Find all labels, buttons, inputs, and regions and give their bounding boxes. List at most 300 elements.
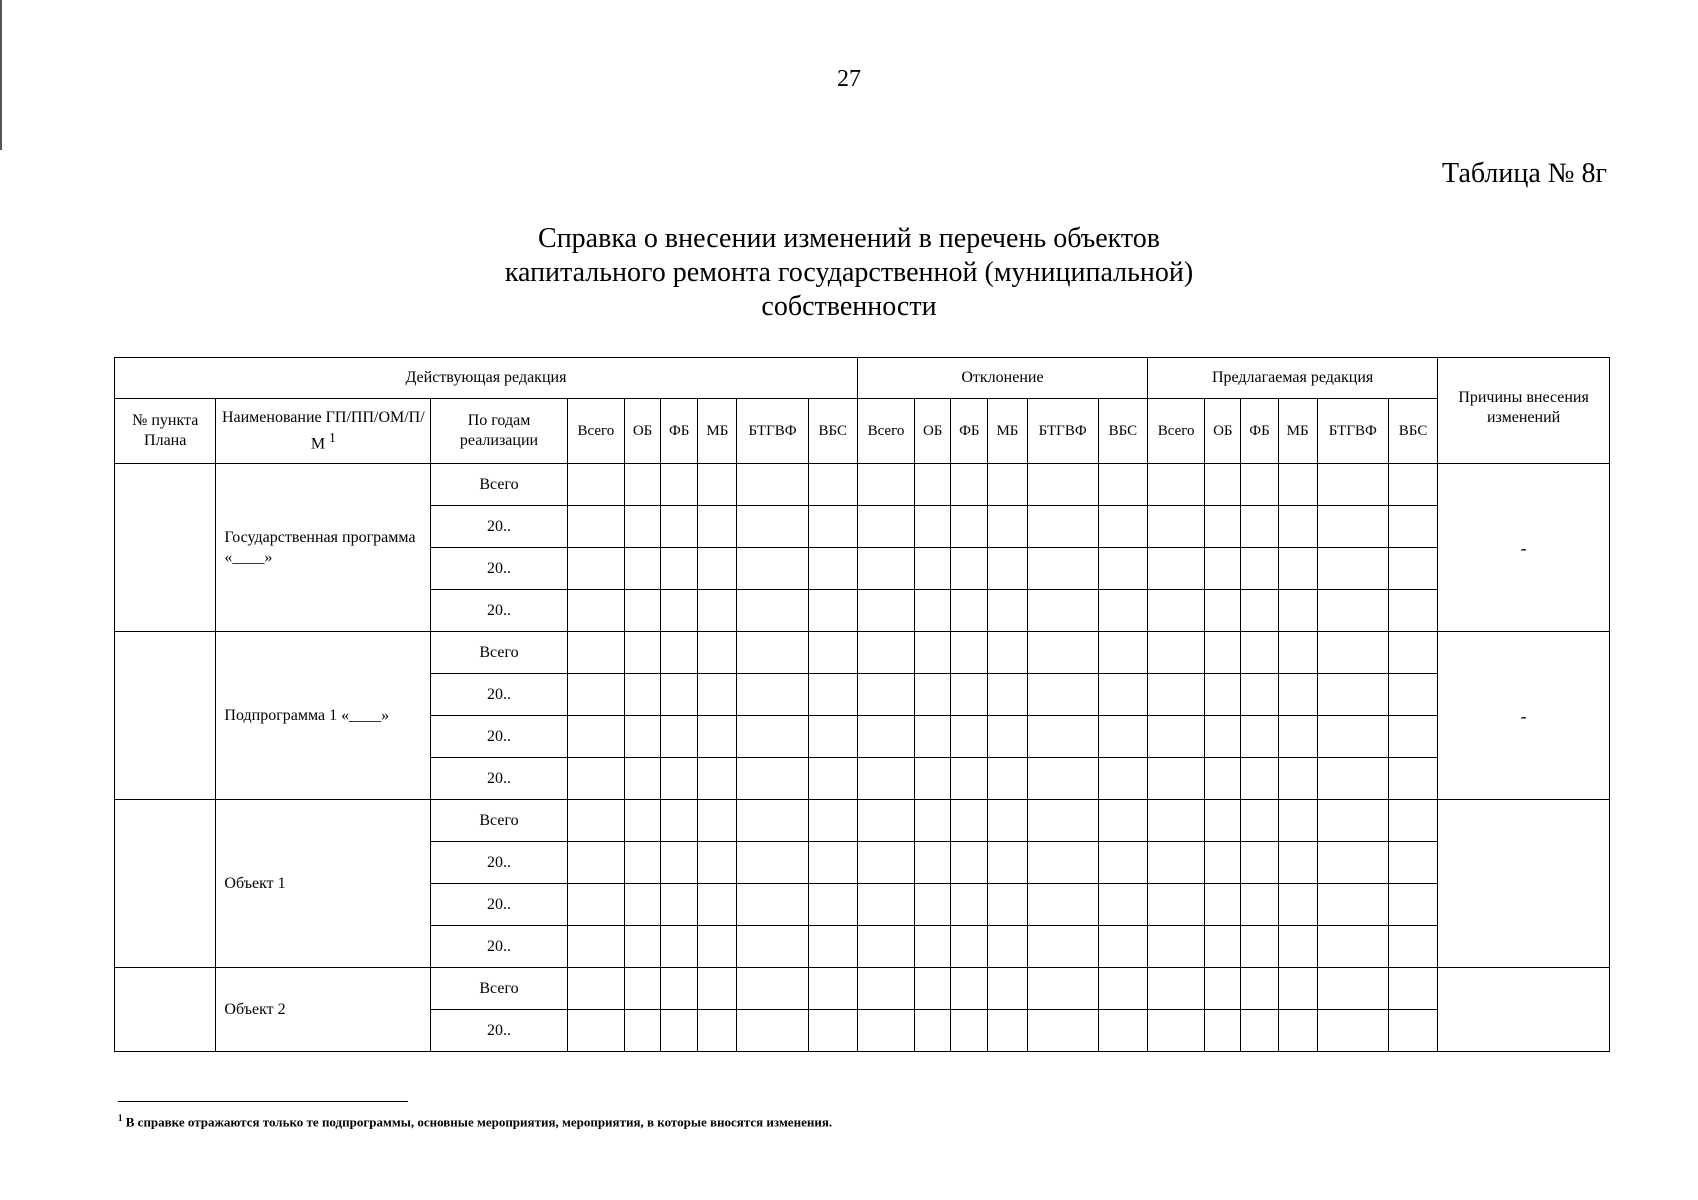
value-cell	[1388, 758, 1437, 800]
value-cell	[1388, 1010, 1437, 1052]
value-cell	[988, 590, 1027, 632]
value-cell	[1278, 674, 1317, 716]
value-cell	[698, 506, 737, 548]
value-cell	[951, 968, 988, 1010]
value-cell	[567, 842, 624, 884]
value-cell	[1241, 464, 1278, 506]
value-cell	[1205, 674, 1241, 716]
item-number-cell	[115, 800, 216, 968]
value-cell	[1205, 842, 1241, 884]
value-cell	[1278, 1010, 1317, 1052]
value-cell	[1205, 506, 1241, 548]
value-cell	[624, 506, 660, 548]
value-cell	[808, 968, 857, 1010]
value-cell	[1027, 464, 1098, 506]
value-cell	[624, 968, 660, 1010]
value-cell	[1241, 758, 1278, 800]
value-cell	[1278, 800, 1317, 842]
title-line-3: собственности	[761, 291, 937, 322]
value-cell	[857, 968, 914, 1010]
value-cell	[951, 548, 988, 590]
value-cell	[1148, 716, 1205, 758]
value-cell	[567, 758, 624, 800]
value-cell	[1098, 674, 1147, 716]
value-cell	[1317, 548, 1388, 590]
value-cell	[624, 590, 660, 632]
value-cell	[1148, 506, 1205, 548]
value-cell	[951, 842, 988, 884]
header-deviation-col-3: МБ	[988, 399, 1027, 464]
value-cell	[808, 590, 857, 632]
value-cell	[1241, 926, 1278, 968]
value-cell	[567, 926, 624, 968]
value-cell	[624, 548, 660, 590]
value-cell	[1278, 632, 1317, 674]
value-cell	[1148, 926, 1205, 968]
value-cell	[915, 716, 951, 758]
value-cell	[857, 800, 914, 842]
value-cell	[1148, 590, 1205, 632]
year-total-cell: Всего	[431, 632, 568, 674]
value-cell	[857, 464, 914, 506]
value-cell	[698, 632, 737, 674]
year-cell: 20..	[431, 716, 568, 758]
value-cell	[915, 884, 951, 926]
value-cell	[808, 842, 857, 884]
value-cell	[1205, 464, 1241, 506]
value-cell	[951, 464, 988, 506]
value-cell	[698, 548, 737, 590]
value-cell	[1148, 968, 1205, 1010]
value-cell	[1278, 842, 1317, 884]
value-cell	[624, 926, 660, 968]
value-cell	[915, 590, 951, 632]
footnote-separator	[118, 1101, 408, 1102]
value-cell	[1317, 800, 1388, 842]
year-total-cell: Всего	[431, 464, 568, 506]
value-cell	[857, 674, 914, 716]
value-cell	[1148, 884, 1205, 926]
footnote	[118, 1113, 832, 1130]
value-cell	[1317, 758, 1388, 800]
value-cell	[737, 800, 808, 842]
year-cell: 20..	[431, 1010, 568, 1052]
value-cell	[808, 884, 857, 926]
header-proposed-col-1: ОБ	[1205, 399, 1241, 464]
value-cell	[661, 800, 698, 842]
page-number: 27	[837, 66, 861, 92]
header-name	[216, 399, 431, 464]
value-cell	[661, 758, 698, 800]
value-cell	[624, 716, 660, 758]
value-cell	[1098, 464, 1147, 506]
value-cell	[737, 464, 808, 506]
value-cell	[567, 506, 624, 548]
title-line-2: капитального ремонта государственной (муниципальной)	[504, 257, 1194, 288]
table-label: Таблица № 8г	[1442, 158, 1607, 189]
value-cell	[808, 758, 857, 800]
value-cell	[624, 674, 660, 716]
value-cell	[624, 632, 660, 674]
value-cell	[661, 506, 698, 548]
value-cell	[661, 926, 698, 968]
value-cell	[1205, 716, 1241, 758]
value-cell	[698, 842, 737, 884]
value-cell	[1098, 632, 1147, 674]
header-name-text: Наименование ГП/ПП/ОМ/П/М	[221, 408, 425, 453]
year-cell: 20..	[431, 506, 568, 548]
value-cell	[1278, 506, 1317, 548]
value-cell	[1241, 632, 1278, 674]
value-cell	[698, 926, 737, 968]
value-cell	[567, 968, 624, 1010]
value-cell	[808, 926, 857, 968]
value-cell	[1278, 590, 1317, 632]
header-name-footnote-mark: 1	[329, 429, 336, 445]
value-cell	[1278, 716, 1317, 758]
value-cell	[661, 590, 698, 632]
value-cell	[915, 800, 951, 842]
value-cell	[661, 716, 698, 758]
value-cell	[1205, 926, 1241, 968]
value-cell	[1205, 632, 1241, 674]
value-cell	[1027, 1010, 1098, 1052]
header-current-col-0: Всего	[567, 399, 624, 464]
value-cell	[567, 590, 624, 632]
year-cell: 20..	[431, 884, 568, 926]
value-cell	[1098, 590, 1147, 632]
value-cell	[1205, 800, 1241, 842]
value-cell	[857, 884, 914, 926]
value-cell	[915, 926, 951, 968]
header-proposed-col-0: Всего	[1148, 399, 1205, 464]
value-cell	[1148, 674, 1205, 716]
footnote-mark: 1	[118, 1113, 123, 1123]
value-cell	[951, 884, 988, 926]
header-current-edition: Действующая редакция	[115, 358, 858, 399]
value-cell	[988, 842, 1027, 884]
value-cell	[808, 674, 857, 716]
value-cell	[808, 1010, 857, 1052]
year-total-cell: Всего	[431, 968, 568, 1010]
value-cell	[737, 926, 808, 968]
value-cell	[1098, 1010, 1147, 1052]
value-cell	[1098, 842, 1147, 884]
value-cell	[988, 758, 1027, 800]
value-cell	[737, 632, 808, 674]
item-name-cell: Подпрограмма 1 «____»	[216, 632, 431, 800]
value-cell	[737, 884, 808, 926]
value-cell	[857, 506, 914, 548]
value-cell	[624, 884, 660, 926]
value-cell	[988, 632, 1027, 674]
value-cell	[915, 968, 951, 1010]
value-cell	[857, 842, 914, 884]
value-cell	[624, 1010, 660, 1052]
year-cell: 20..	[431, 548, 568, 590]
value-cell	[1098, 758, 1147, 800]
value-cell	[808, 548, 857, 590]
value-cell	[988, 674, 1027, 716]
header-proposed-col-4: БТГВФ	[1317, 399, 1388, 464]
year-cell: 20..	[431, 590, 568, 632]
header-reasons: Причины внесения изменений	[1438, 358, 1610, 464]
value-cell	[737, 674, 808, 716]
header-proposed-col-2: ФБ	[1241, 399, 1278, 464]
value-cell	[1388, 548, 1437, 590]
value-cell	[1388, 464, 1437, 506]
value-cell	[1278, 968, 1317, 1010]
value-cell	[1027, 758, 1098, 800]
value-cell	[1388, 590, 1437, 632]
value-cell	[1027, 884, 1098, 926]
year-cell: 20..	[431, 842, 568, 884]
value-cell	[808, 506, 857, 548]
value-cell	[1205, 590, 1241, 632]
value-cell	[737, 1010, 808, 1052]
value-cell	[988, 968, 1027, 1010]
value-cell	[1317, 716, 1388, 758]
item-number-cell	[115, 464, 216, 632]
value-cell	[661, 1010, 698, 1052]
value-cell	[1098, 716, 1147, 758]
value-cell	[567, 800, 624, 842]
header-proposed-edition: Предлагаемая редакция	[1148, 358, 1438, 399]
value-cell	[661, 632, 698, 674]
value-cell	[988, 716, 1027, 758]
value-cell	[951, 926, 988, 968]
value-cell	[698, 716, 737, 758]
value-cell	[1241, 506, 1278, 548]
value-cell	[1148, 464, 1205, 506]
value-cell	[808, 632, 857, 674]
year-cell: 20..	[431, 926, 568, 968]
value-cell	[1098, 884, 1147, 926]
item-name-cell: Государственная программа «____»	[216, 464, 431, 632]
value-cell	[1388, 632, 1437, 674]
value-cell	[1388, 716, 1437, 758]
value-cell	[1027, 842, 1098, 884]
table-row	[115, 800, 1610, 842]
value-cell	[1317, 674, 1388, 716]
value-cell	[661, 674, 698, 716]
header-row-groups	[115, 358, 1610, 399]
value-cell	[951, 674, 988, 716]
value-cell	[1148, 842, 1205, 884]
table-row	[115, 464, 1610, 506]
value-cell	[808, 716, 857, 758]
header-deviation-col-1: ОБ	[915, 399, 951, 464]
value-cell	[1205, 884, 1241, 926]
value-cell	[1098, 968, 1147, 1010]
value-cell	[1027, 548, 1098, 590]
value-cell	[857, 548, 914, 590]
value-cell	[1241, 1010, 1278, 1052]
value-cell	[1241, 548, 1278, 590]
reason-cell: -	[1438, 632, 1610, 800]
value-cell	[951, 632, 988, 674]
footnote-text: В справке отражаются только те подпрограммы, основные мероприятия, мероприятия, в которые вносятся изменения.	[125, 1114, 833, 1130]
value-cell	[951, 800, 988, 842]
value-cell	[567, 674, 624, 716]
value-cell	[661, 968, 698, 1010]
value-cell	[1098, 548, 1147, 590]
value-cell	[1241, 590, 1278, 632]
value-cell	[1027, 800, 1098, 842]
value-cell	[857, 632, 914, 674]
value-cell	[1241, 716, 1278, 758]
value-cell	[1241, 968, 1278, 1010]
value-cell	[1205, 968, 1241, 1010]
value-cell	[567, 716, 624, 758]
value-cell	[1027, 968, 1098, 1010]
value-cell	[1241, 674, 1278, 716]
value-cell	[737, 842, 808, 884]
item-number-cell	[115, 632, 216, 800]
value-cell	[1148, 1010, 1205, 1052]
header-proposed-col-5: ВБС	[1388, 399, 1437, 464]
item-name-cell: Объект 1	[216, 800, 431, 968]
value-cell	[567, 464, 624, 506]
value-cell	[857, 716, 914, 758]
value-cell	[1241, 800, 1278, 842]
value-cell	[698, 1010, 737, 1052]
value-cell	[988, 506, 1027, 548]
value-cell	[698, 884, 737, 926]
reason-cell	[1438, 968, 1610, 1052]
value-cell	[1205, 758, 1241, 800]
header-current-col-3: МБ	[698, 399, 737, 464]
value-cell	[915, 464, 951, 506]
value-cell	[1317, 884, 1388, 926]
value-cell	[988, 1010, 1027, 1052]
value-cell	[1388, 926, 1437, 968]
header-deviation: Отклонение	[857, 358, 1147, 399]
header-row-columns	[115, 399, 1610, 464]
value-cell	[1278, 758, 1317, 800]
header-deviation-col-0: Всего	[857, 399, 914, 464]
header-deviation-col-5: ВБС	[1098, 399, 1147, 464]
value-cell	[915, 674, 951, 716]
value-cell	[1317, 464, 1388, 506]
header-item-number: № пункта Плана	[115, 399, 216, 464]
value-cell	[915, 842, 951, 884]
header-current-col-1: ОБ	[624, 399, 660, 464]
value-cell	[737, 590, 808, 632]
value-cell	[915, 758, 951, 800]
header-deviation-col-2: ФБ	[951, 399, 988, 464]
value-cell	[915, 1010, 951, 1052]
value-cell	[1388, 506, 1437, 548]
reason-cell	[1438, 800, 1610, 968]
changes-table	[114, 357, 1610, 1052]
value-cell	[951, 716, 988, 758]
item-name-cell: Объект 2	[216, 968, 431, 1052]
value-cell	[1205, 548, 1241, 590]
value-cell	[1278, 884, 1317, 926]
header-current-col-5: ВБС	[808, 399, 857, 464]
value-cell	[1388, 674, 1437, 716]
value-cell	[1148, 758, 1205, 800]
value-cell	[1388, 842, 1437, 884]
value-cell	[857, 1010, 914, 1052]
value-cell	[988, 464, 1027, 506]
value-cell	[1098, 800, 1147, 842]
value-cell	[1148, 548, 1205, 590]
value-cell	[1098, 506, 1147, 548]
value-cell	[1388, 800, 1437, 842]
item-number-cell	[115, 968, 216, 1052]
value-cell	[1388, 968, 1437, 1010]
value-cell	[1317, 968, 1388, 1010]
value-cell	[1148, 800, 1205, 842]
document-title	[0, 222, 1698, 324]
value-cell	[624, 842, 660, 884]
value-cell	[698, 968, 737, 1010]
value-cell	[1027, 716, 1098, 758]
value-cell	[808, 464, 857, 506]
value-cell	[737, 968, 808, 1010]
header-proposed-col-3: МБ	[1278, 399, 1317, 464]
value-cell	[915, 548, 951, 590]
value-cell	[624, 464, 660, 506]
value-cell	[624, 758, 660, 800]
value-cell	[808, 800, 857, 842]
value-cell	[567, 632, 624, 674]
value-cell	[567, 1010, 624, 1052]
header-years: По годам реализации	[431, 399, 568, 464]
value-cell	[1027, 926, 1098, 968]
header-current-col-2: ФБ	[661, 399, 698, 464]
reason-cell: -	[1438, 464, 1610, 632]
value-cell	[1027, 632, 1098, 674]
value-cell	[698, 800, 737, 842]
year-cell: 20..	[431, 758, 568, 800]
value-cell	[567, 548, 624, 590]
value-cell	[567, 884, 624, 926]
value-cell	[737, 716, 808, 758]
value-cell	[988, 800, 1027, 842]
value-cell	[1278, 464, 1317, 506]
value-cell	[1278, 548, 1317, 590]
value-cell	[1388, 884, 1437, 926]
value-cell	[951, 506, 988, 548]
value-cell	[951, 590, 988, 632]
value-cell	[1148, 632, 1205, 674]
value-cell	[698, 464, 737, 506]
header-deviation-col-4: БТГВФ	[1027, 399, 1098, 464]
value-cell	[988, 884, 1027, 926]
value-cell	[1278, 926, 1317, 968]
value-cell	[1317, 506, 1388, 548]
value-cell	[915, 632, 951, 674]
value-cell	[988, 926, 1027, 968]
value-cell	[737, 758, 808, 800]
value-cell	[951, 1010, 988, 1052]
title-line-1: Справка о внесении изменений в перечень объектов	[538, 223, 1160, 254]
value-cell	[1241, 884, 1278, 926]
value-cell	[661, 548, 698, 590]
value-cell	[1317, 590, 1388, 632]
value-cell	[661, 884, 698, 926]
value-cell	[1205, 1010, 1241, 1052]
value-cell	[698, 674, 737, 716]
value-cell	[857, 926, 914, 968]
value-cell	[1317, 926, 1388, 968]
value-cell	[1027, 506, 1098, 548]
value-cell	[661, 464, 698, 506]
value-cell	[1317, 1010, 1388, 1052]
